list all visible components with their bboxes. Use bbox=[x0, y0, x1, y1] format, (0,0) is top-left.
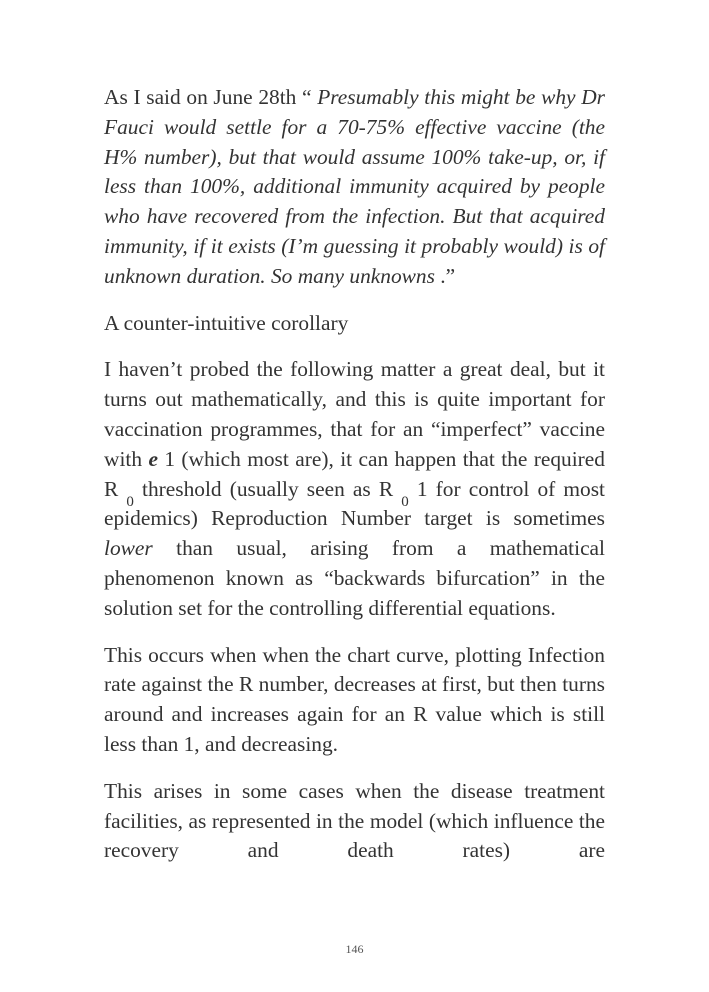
quote-lead: As I said on June 28th “ bbox=[104, 85, 312, 109]
efficacy-symbol: e bbox=[148, 446, 158, 471]
paragraph-quote bbox=[104, 83, 605, 292]
corollary-text-3: threshold (usually seen as R bbox=[133, 476, 402, 501]
section-heading: A counter-intuitive corollary bbox=[104, 310, 349, 335]
corollary-text-4: 1 for control of most epidemics) Reproduction Number target is sometimes bbox=[104, 476, 605, 531]
corollary-text-5: than usual, arising from a mathematical phenomenon known as “backwards bifurcation” in the solution set for the controlling differential equations. bbox=[104, 536, 605, 620]
paragraph-treatment: This arises in some cases when the disease treatment facilities, as represented in the model (which influence the recovery and death rates) are bbox=[104, 778, 605, 863]
quote-close: .” bbox=[434, 263, 456, 288]
corollary-text-2: 1 (which most are), it can happen that the required R bbox=[104, 446, 605, 501]
r-subscript-1: 0 bbox=[126, 493, 134, 510]
quoted-text: Presumably this might be why Dr Fauci would settle for a 70-75% effective vaccine (the H% number), but that would assume 100% take-up, or, if less than 100%, additional immunity acquired by people who have recovered from the infection. But that acquired immunity, if it exists (I’m guessing it probably would) is of unknown duration. So many unknowns bbox=[104, 85, 605, 288]
corollary-text-1: I haven’t probed the following matter a great deal, but it turns out mathematically, and this is quite important for vaccination programmes, that for an “imperfect” vaccine with bbox=[104, 357, 605, 471]
page-number: 146 bbox=[345, 942, 364, 956]
paragraph-curve: This occurs when when the chart curve, plotting Infection rate against the R number, decreases at first, but then turns around and increases again for an R value which is still less than 1, and decreasing. bbox=[104, 642, 605, 756]
emphasis-lower: lower bbox=[104, 536, 153, 561]
r-subscript-2: 0 bbox=[401, 493, 409, 510]
paragraph-corollary bbox=[104, 355, 605, 623]
page-body bbox=[104, 83, 605, 883]
